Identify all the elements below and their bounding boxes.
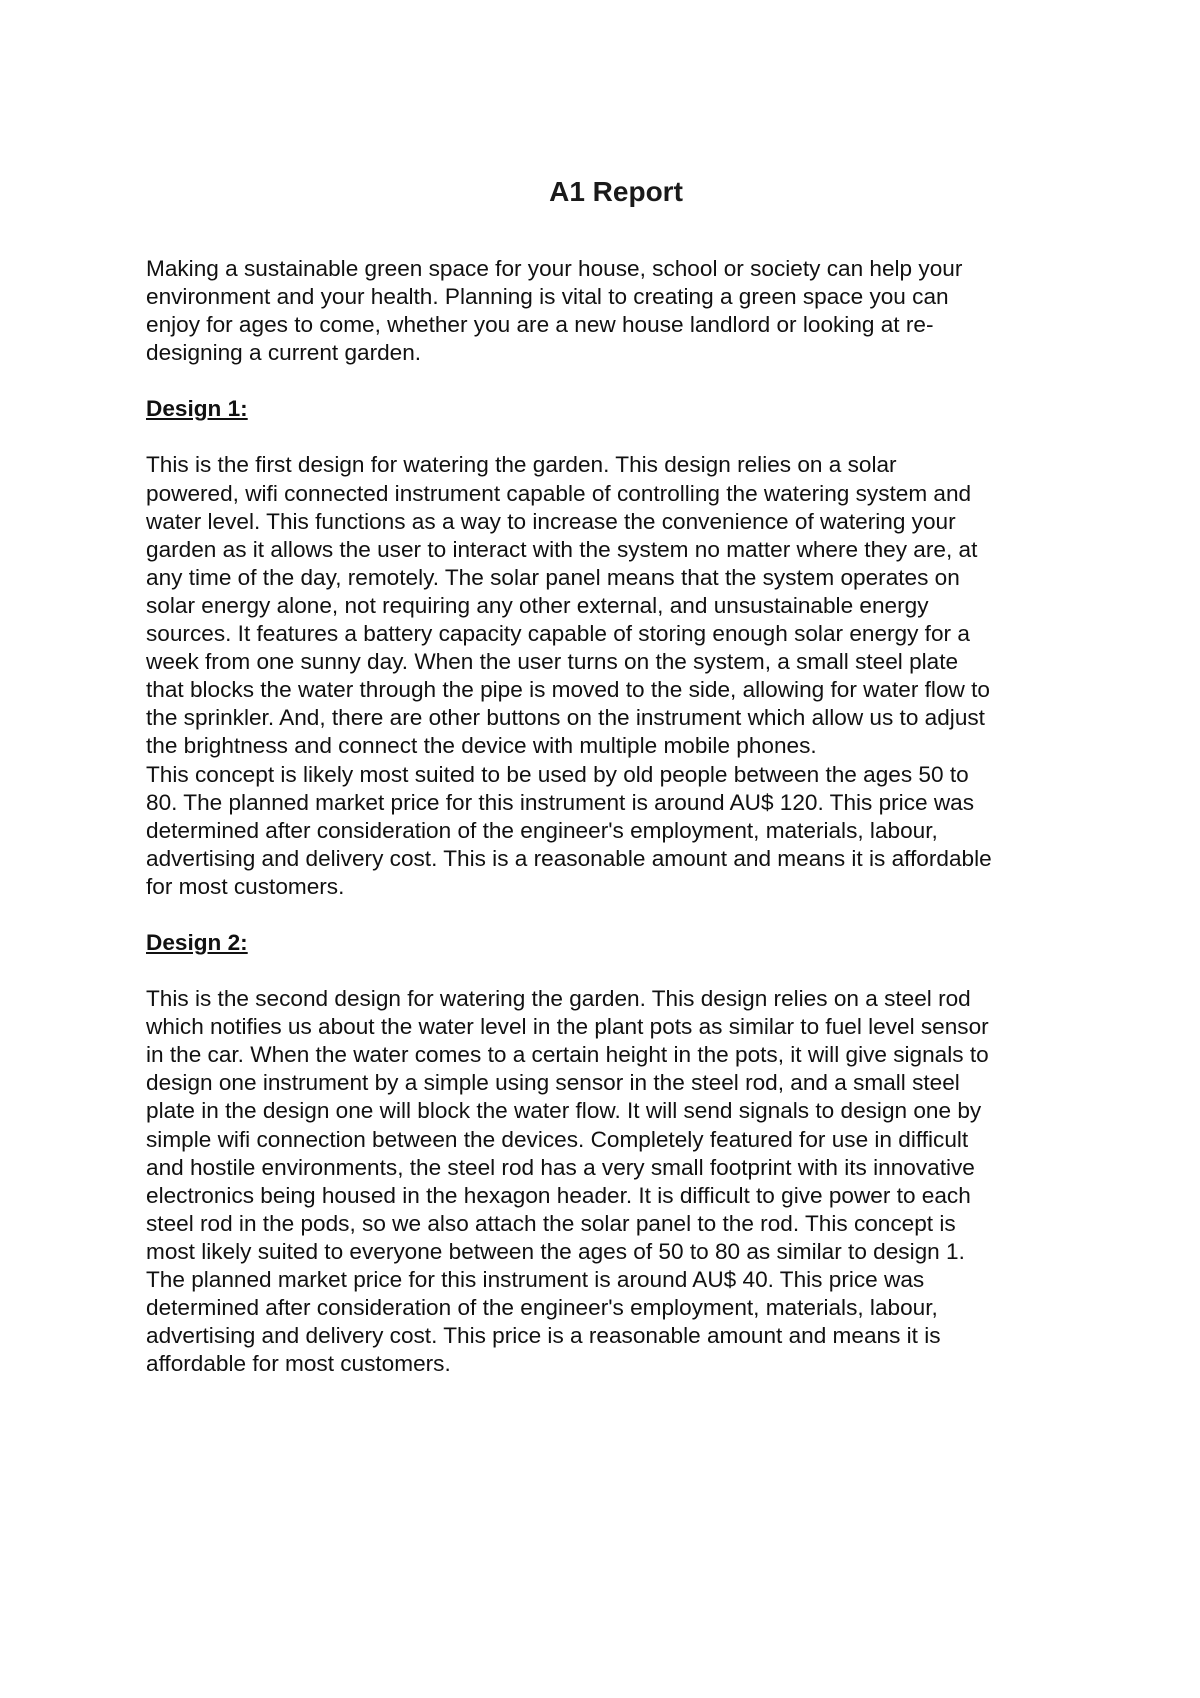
design1-line: solar energy alone, not requiring any other external, and unsustainable energy (146, 592, 929, 618)
design1-line: 80. The planned market price for this instrument is around AU$ 120. This price was (146, 789, 975, 815)
document-page (146, 172, 1086, 1378)
design2-line: This is the second design for watering the garden. This design relies on a steel rod (146, 986, 971, 1012)
design2-line: determined after consideration of the engineer's employment, materials, labour, (146, 1295, 938, 1321)
design1-line: powered, wifi connected instrument capable of controlling the watering system and (146, 480, 972, 506)
design1-line: that blocks the water through the pipe is moved to the side, allowing for water flow to (146, 677, 990, 703)
design2-line: simple wifi connection between the devices. Completely featured for use in difficult (146, 1126, 969, 1152)
design1-line: sources. It features a battery capacity capable of storing enough solar energy for a (146, 621, 970, 647)
report-title: A1 Report (549, 176, 683, 207)
design1-line: any time of the day, remotely. The solar panel means that the system operates on (146, 564, 960, 590)
design2-line: plate in the design one will block the water flow. It will send signals to design one by (146, 1098, 982, 1124)
intro-line: enjoy for ages to come, whether you are a new house landlord or looking at re- (146, 312, 934, 338)
design2-line: affordable for most customers. (146, 1351, 451, 1377)
spacer (146, 367, 1086, 395)
design1-paragraph (146, 451, 1086, 760)
spacer (146, 901, 1086, 929)
design2-line: advertising and delivery cost. This price is a reasonable amount and means it is (146, 1323, 941, 1349)
design2-line: which notifies us about the water level in the plant pots as similar to fuel level sensor (146, 1014, 989, 1040)
spacer (146, 957, 1086, 985)
design1-paragraph-2 (146, 761, 1086, 901)
design2-line: The planned market price for this instrument is around AU$ 40. This price was (146, 1267, 925, 1292)
design1-line: for most customers. (146, 873, 345, 899)
intro-paragraph (146, 255, 1086, 367)
design1-heading: Design 1: (146, 396, 248, 422)
design2-line: steel rod in the pods, so we also attach the solar panel to the rod. This concept is (146, 1210, 956, 1236)
design2-heading: Design 2: (146, 929, 248, 955)
intro-line: Making a sustainable green space for your house, school or society can help your (146, 256, 963, 281)
design2-line: and hostile environments, the steel rod has a very small footprint with its innovative (146, 1154, 975, 1180)
design1-line: advertising and delivery cost. This is a reasonable amount and means it is affordable (146, 845, 992, 871)
design2-paragraph (146, 985, 1086, 1378)
intro-line: environment and your health. Planning is vital to creating a green space you can (146, 284, 949, 310)
spacer (146, 423, 1086, 451)
design1-line: the brightness and connect the device with multiple mobile phones. (146, 733, 817, 759)
design1-line: determined after consideration of the engineer's employment, materials, labour, (146, 817, 938, 843)
design1-line: This concept is likely most suited to be used by old people between the ages 50 to (146, 761, 969, 787)
design1-line: This is the first design for watering the garden. This design relies on a solar (146, 452, 897, 478)
design1-line: water level. This functions as a way to increase the convenience of watering your (146, 508, 956, 534)
design1-line: garden as it allows the user to interact with the system no matter where they are, at (146, 536, 978, 562)
intro-line: designing a current garden. (146, 340, 422, 366)
design1-line: the sprinkler. And, there are other buttons on the instrument which allow us to adjust (146, 705, 985, 731)
design2-line: most likely suited to everyone between the ages of 50 to 80 as similar to design 1. (146, 1238, 965, 1264)
design2-line: electronics being housed in the hexagon header. It is difficult to give power to each (146, 1182, 971, 1208)
design2-line: in the car. When the water comes to a certain height in the pots, it will give signals to (146, 1042, 989, 1068)
design1-line: week from one sunny day. When the user turns on the system, a small steel plate (146, 649, 959, 675)
design2-line: design one instrument by a simple using sensor in the steel rod, and a small steel (146, 1070, 960, 1096)
